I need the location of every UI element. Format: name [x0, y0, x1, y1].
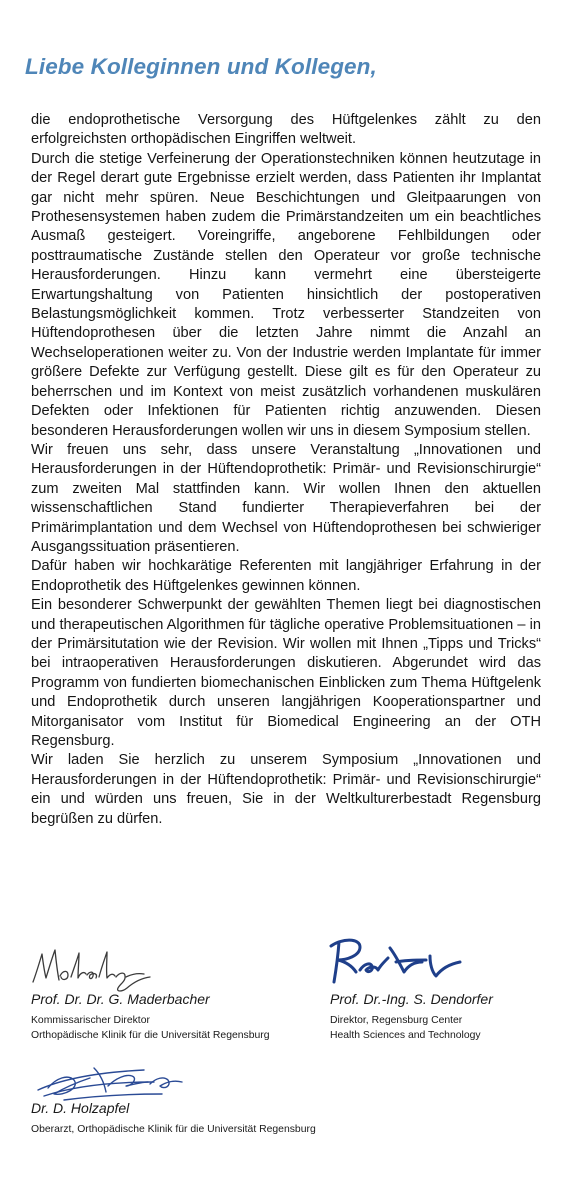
signatory-role: Kommissarischer Direktor — [31, 1015, 150, 1026]
signatory-maderbacher — [31, 991, 270, 1043]
paragraph: die endoprothetische Versorgung des Hüftgelenkes zählt zu den erfolgreichsten orthopädischen Eingriffen weltweit. — [31, 112, 541, 148]
signatory-name: Prof. Dr.-Ing. S. Dendorfer — [330, 991, 493, 1007]
signatory-role: Direktor, Regensburg Center — [330, 1015, 463, 1026]
signatory-name: Dr. D. Holzapfel — [31, 1100, 130, 1116]
signatory-role: Oberarzt, Orthopädische Klinik für die Universität Regensburg — [31, 1124, 316, 1135]
signatory-role: Orthopädische Klinik für die Universität Regensburg — [31, 1030, 270, 1041]
signatory-role: Health Sciences and Technology — [330, 1030, 481, 1041]
signatory-dendorfer — [330, 991, 493, 1043]
signature-maderbacher-icon — [30, 944, 180, 996]
signature-dendorfer-icon — [326, 932, 476, 988]
paragraph: Ein besonderer Schwerpunkt der gewählten Themen liegt bei diagnostischen und therapeutischen Algorithmen für tägliche operative Problemsituationen – in der Primärsitutation wie der Revision. Wir wollen mit Ihnen „Tipps und Tricks“ bei intraoperativen Herausforderungen diskutieren. Abgerundet wird das Programm von fundierten biomechanischen Einblicken zum Thema Hüftgelenk und Endoprothetik durch unseren langjährigen Kooperationspartner und Mitorganisator vom Institut für Biomedical Engineering an der OTH Regensburg. — [31, 597, 541, 749]
paragraph: Dafür haben wir hochkarätige Referenten mit langjähriger Erfahrung in der Endoprothetik des Hüftgelenkes gewinnen können. — [31, 558, 541, 594]
signatory-holzapfel — [31, 1100, 316, 1137]
paragraph: Durch die stetige Verfeinerung der Operationstechniken können heutzutage in der Regel derart gute Ergebnisse erzielt werden, dass Patienten ihr Implantat gar nicht mehr spüren. Neue Beschichtungen und Gleitpaarungen von Prothesensystemen haben zudem die Primärstandzeiten um ein beachtliches Ausmaß gesteigert. Voreingriffe, angeborene Fehlbildungen oder posttraumatische Zustände stellen den Operateur vor große technische Herausforderungen. Hinzu kann vermehrt eine übersteigerte Erwartungshaltung von Patienten hinsichtlich der postoperativen Belastungsmöglichkeit kommen. Trotz verbesserter Standzeiten von Hüftendoprothesen über die letzten Jahre nimmt die Anzahl an Wechseloperationen weiter zu. Von der Industrie werden Implantate für immer größere Defekte zur Verfügung gestellt. Diese gilt es für den Operateur zu beherrschen und im Kontext von meist zusätzlich vorhandenen muskulären Defekten oder Infektionen für Patienten richtig anzuwenden. Diesen besonderen Herausforderungen wollen wir uns in diesem Symposium stellen. — [31, 150, 541, 439]
letter-heading: Liebe Kolleginnen und Kollegen, — [25, 54, 377, 79]
letter-body — [31, 111, 541, 829]
paragraph: Wir freuen uns sehr, dass unsere Veranstaltung „Innovationen und Herausforderungen in der Hüftendoprothetik: Primär- und Revisionschirurgie“ zum zweiten Mal stattfinden kann. Wir wollen Ihnen den aktuellen wissenschaftlichen Stand fundierter Therapieverfahren bei der Primärimplantation und dem Wechsel von Hüftendoprothesen bei schwieriger Ausgangssituation präsentieren. — [31, 441, 541, 555]
paragraph: Wir laden Sie herzlich zu unserem Symposium „Innovationen und Herausforderungen in der Hüftendoprothetik: Primär- und Revisionschirurgie“ ein und würden uns freuen, Sie in der Weltkulturerbestadt Regensburg begrüßen zu dürfen. — [31, 752, 541, 827]
signatory-name: Prof. Dr. Dr. G. Maderbacher — [31, 991, 210, 1007]
